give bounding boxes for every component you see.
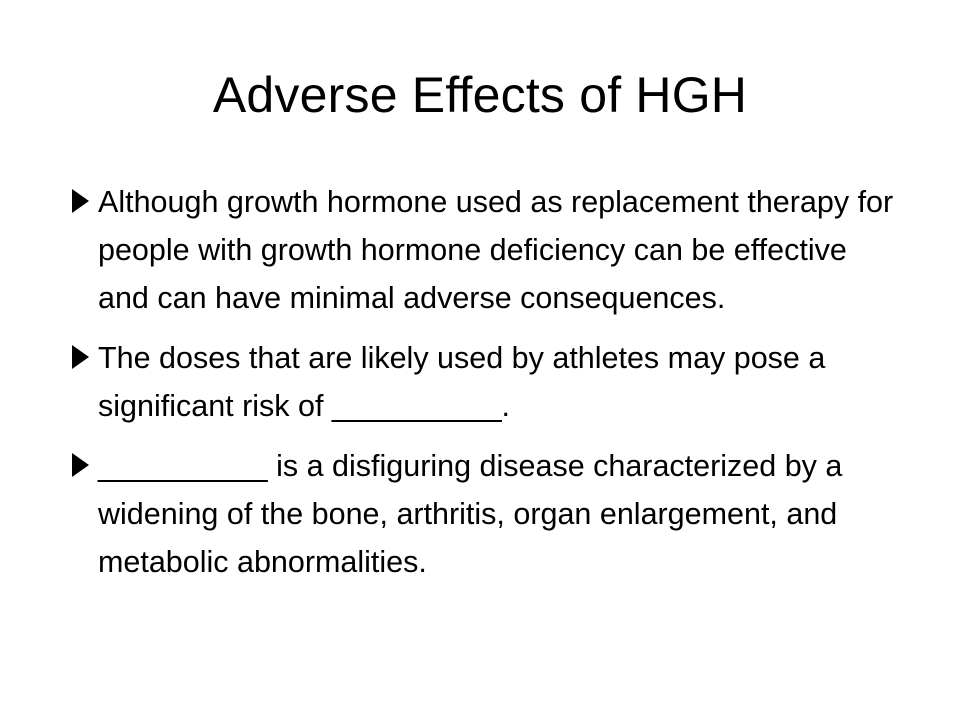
triangle-bullet-icon — [72, 453, 89, 477]
bullet-list — [72, 178, 902, 598]
triangle-bullet-icon — [72, 189, 89, 213]
bullet-item — [72, 178, 902, 322]
triangle-bullet-icon — [72, 345, 89, 369]
bullet-text: The doses that are likely used by athletes may pose a significant risk of __________. — [98, 341, 826, 423]
slide-title: Adverse Effects of HGH — [212, 67, 748, 123]
bullet-item — [72, 442, 902, 586]
bullet-item — [72, 334, 902, 430]
bullet-text: __________ is a disfiguring disease characterized by a widening of the bone, arthritis, organ enlargement, and metabolic abnormalities. — [98, 449, 843, 579]
bullet-text: Although growth hormone used as replacement therapy for people with growth hormone deficiency can be effective and can have minimal adverse consequences. — [98, 185, 894, 315]
